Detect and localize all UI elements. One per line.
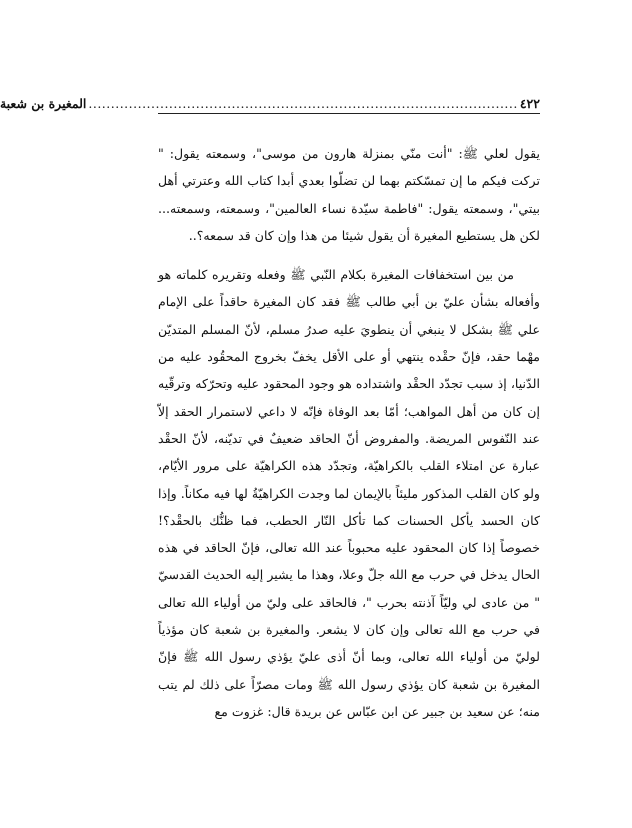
paragraph: من بين استخفافات المغيرة بكلام النّبي ﷺ وفعله وتقريره كلماته هو وأفعاله بشأن عليّ بن أبي طالب ﷺ فقد كان المغيرة حاقداً على الإمام علي ﷺ بشكل لا ينبغي أن ينطويَ عليه صدرُ مسلم، لأنّ المسلم المتديّن مهْما حقد، فإنّ حقْده ينتهي أو على الأقل يخفّ بخروج المحقُود عليه من الدّنيا، إذ سبب تجدّد الحقْد واشتداده هو وجود المحقود عليه وتحرّكه وترقّيه إن كان من أهل المواهب؛ أمّا بعد الوفاة فإنّه لا داعي لاستمرار الحقد إلاّ عند النّفوس المريضة. والمفروض أنّ الحاقد ضعيفٌ في تديّنه، لأنّ الحقْد عبارة عن امتلاء القلب بالكراهيّة، وتجدّد هذه الكراهيّة على مرور الأيّام، ولو كان القلب المذكور مليئاً بالإيمان لما وجدت الكراهيّةُ لها فيه مكاناً. وإذا كان الحسد يأكل الحسنات كما تأكل النّار الحطب، فما ظنُّك بالحقْد؟! خصوصاً إذا كان المحقود عليه محبوباً عند الله تعالى، فإنّ الحاقد في هذه الحال يدخل في حرب مع الله جلّ وعلا، وهذا ما يشير إليه الحديث القدسيّ " من عادى لي وليّاً آذنته بحرب "، فالحاقد على وليّ من أولياء الله تعالى في حرب مع الله تعالى وإن كان لا يشعر. والمغيرة بن شعبة كان مؤذياً لوليّ من أولياء الله تعالى، وبما أنّ أذى عليّ يؤذي رسول الله ﷺ فإنّ المغيرة بن شعبة كان يؤذي رسول الله ﷺ ومات مصرّاً على ذلك لم يتب منه؛ عن سعيد بن جبير عن ابن عبّاس عن بريدة قال: غزوت مع <box>158 267 540 719</box>
header-leader-dots: ................................................................................................ <box>88 96 518 111</box>
paragraph: يقول لعلي ﷺ: "أنت منّي بمنزلة هارون من موسى"، وسمعته يقول: " تركت فيكم ما إن تمسّكتم بهما لن تضلّوا بعدي أبدا كتاب الله وعترتي أهل بيتي"، وسمعته يقول: "فاطمة سيّدة نساء العالمين"، وسمعته، وسمعته... لكن هل يستطيع المغيرة أن يقول شيئا من هذا وإن كان قد سمعه؟.. <box>158 146 540 243</box>
page-number: ٤٢٢ <box>519 96 540 111</box>
running-title: المغيرة بن شعبة <box>0 96 87 111</box>
page-header <box>0 92 540 114</box>
body-text <box>158 140 540 725</box>
